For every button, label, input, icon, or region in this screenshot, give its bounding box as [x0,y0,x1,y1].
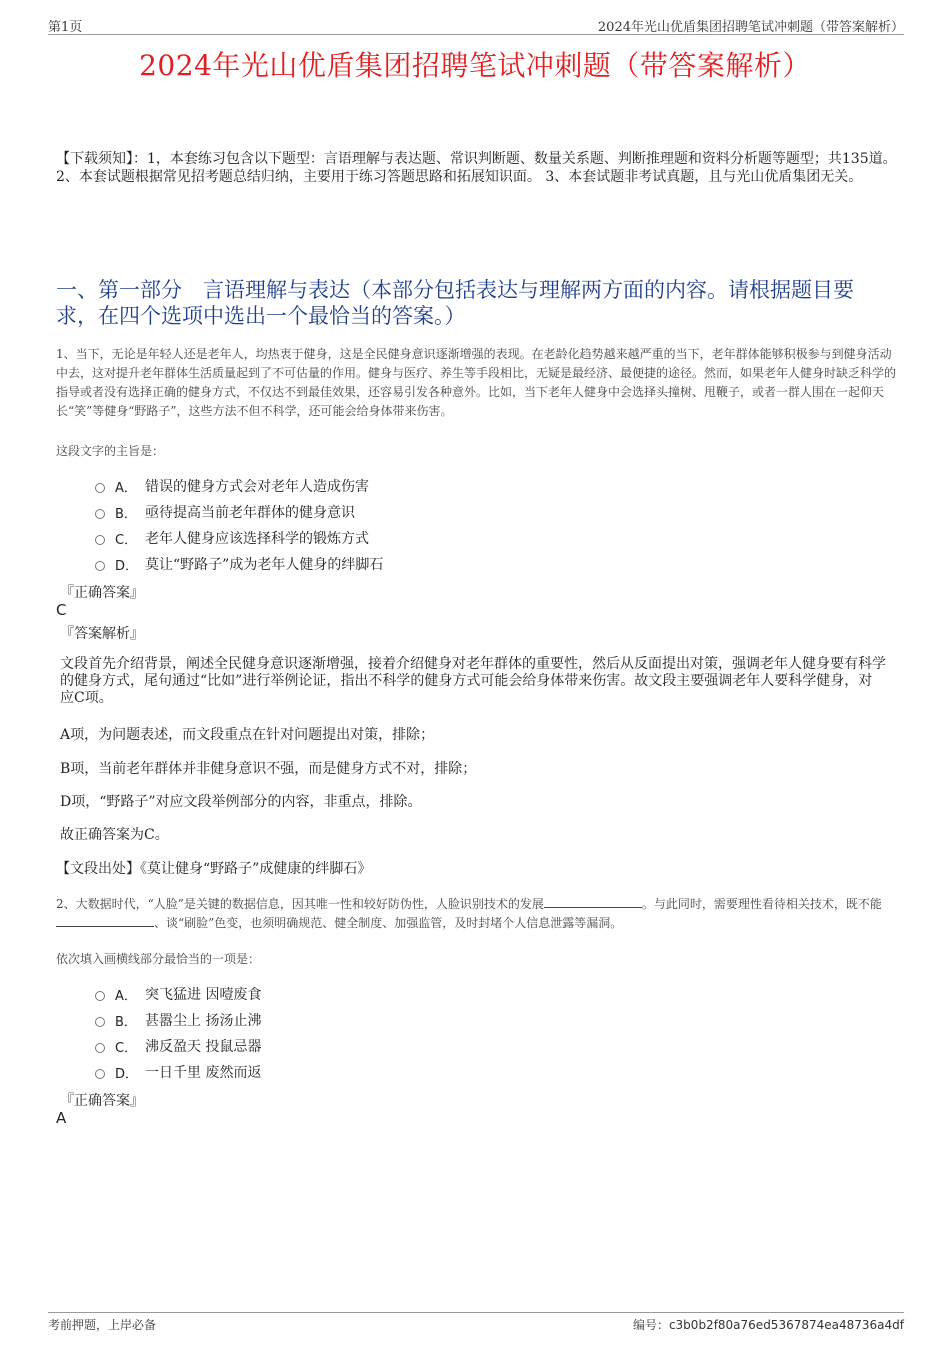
analysis-paragraph: 故正确答案为C。 [60,827,169,843]
radio-icon[interactable] [95,535,105,545]
question-2-text [56,895,898,933]
question-2-text-part: 2、大数据时代，“人脸”是关键的数据信息，因其唯一性和较好防伪性，人脸识别技术的发展 [56,897,544,911]
download-notice: 【下载须知】：1，本套练习包含以下题型：言语理解与表达题、常识判断题、数量关系题、判断推理题和资料分析题等题型；共135道。 2、本套试题根据常见招考题总结归纳，主要用于练习答题思路和拓展知识面。 3、本套试题非考试真题，且与光山优盾集团无关。 [56,151,897,185]
option-b[interactable] [95,499,383,525]
question-2-text-part: 、谈“刷脸”色变，也须明确规范、健全制度、加强监管，及时封堵个人信息泄露等漏洞。 [154,916,623,930]
option-letter: C． [115,1040,138,1056]
page-footer [48,1312,904,1333]
fill-blank [544,895,642,908]
page-number: 第1页 [48,20,83,35]
option-c[interactable] [95,1033,261,1059]
page-header [48,14,904,35]
code-value: c3b0b2f80a76ed5367874ea48736a4df [668,1318,904,1332]
option-text: 亟待提高当前老年群体的健身意识 [145,505,355,521]
analysis-label: 『答案解析』 [60,626,144,642]
radio-icon[interactable] [95,483,105,493]
question-1-prompt: 这段文字的主旨是： [56,444,165,458]
question-2-options [95,981,261,1085]
radio-icon[interactable] [95,561,105,571]
correct-answer: A [56,1109,67,1127]
radio-icon[interactable] [95,509,105,519]
question-2-prompt: 依次填入画横线部分最恰当的一项是： [56,952,261,966]
option-text: 老年人健身应该选择科学的锻炼方式 [145,531,369,547]
option-c[interactable] [95,525,383,551]
option-text: 沸反盈天 投鼠忌器 [145,1039,262,1055]
correct-answer-label: 『正确答案』 [60,1093,144,1109]
option-letter: A． [115,988,137,1004]
option-letter: D． [115,558,139,574]
document-code [633,1316,904,1333]
option-a[interactable] [95,473,383,499]
radio-icon[interactable] [95,1069,105,1079]
document-title: 2024年光山优盾集团招聘笔试冲刺题（带答案解析） [139,49,811,82]
option-text: 一日千里 废然而返 [145,1065,262,1081]
option-letter: D． [115,1066,139,1082]
option-a[interactable] [95,981,261,1007]
option-letter: B． [115,506,137,522]
radio-icon[interactable] [95,1043,105,1053]
section-heading: 一、第一部分 言语理解与表达（本部分包括表达与理解两方面的内容。请根据题目要求，在四个选项中选出一个最恰当的答案。） [56,278,854,328]
option-text: 错误的健身方式会对老年人造成伤害 [145,479,369,495]
analysis-paragraph: A项，为问题表述，而文段重点在针对问题提出对策，排除； [60,727,435,743]
correct-answer-label: 『正确答案』 [60,585,144,601]
option-text: 甚嚣尘上 扬汤止沸 [145,1013,262,1029]
question-1-text: 1、当下，无论是年轻人还是老年人，均热衷于健身，这是全民健身意识逐渐增强的表现。在老龄化趋势越来越严重的当下，老年群体能够积极参与到健身活动中去，这对提升老年群体生活质量起到了不可估量的作用。健身与医疗、养生等手段相比，无疑是最经济、最便捷的途径。然而，如果老年人健身时缺乏科学的指导或者没有选择正确的健身方式，不仅达不到最佳效果，还容易引发各种意外。比如，当下老年人健身中会选择头撞树、甩鞭子，或者一群人围在一起仰天长“笑”等健身“野路子”，这些方法不但不科学，还可能会给身体带来伤害。 [56,347,897,418]
option-text: 莫让“野路子”成为老年人健身的绊脚石 [145,557,384,573]
option-d[interactable] [95,1059,261,1085]
text-source: 【文段出处】《莫让健身“野路子”成健康的绊脚石》 [56,861,372,877]
radio-icon[interactable] [95,1017,105,1027]
analysis-paragraph: D项，“野路子”对应文段举例部分的内容，非重点，排除。 [60,794,422,810]
question-2-text-part: 。与此同时，需要理性看待相关技术，既不能 [641,897,882,911]
footer-slogan: 考前押题，上岸必备 [48,1318,157,1332]
radio-icon[interactable] [95,991,105,1001]
correct-answer: C [56,601,67,619]
analysis-paragraph: 文段首先介绍背景，阐述全民健身意识逐渐增强，接着介绍健身对老年群体的重要性，然后从反面提出对策，强调老年人健身要有科学的健身方式，尾句通过“比如”进行举例论证，指出不科学的健身方式可能会给身体带来伤害。故文段主要强调老年人要科学健身，对应C项。 [60,656,886,706]
option-d[interactable] [95,551,383,577]
analysis-paragraph: B项，当前老年群体并非健身意识不强，而是健身方式不对，排除； [60,761,477,777]
option-letter: B． [115,1014,137,1030]
fill-blank [56,914,154,927]
header-doc-title: 2024年光山优盾集团招聘笔试冲刺题（带答案解析） [597,20,904,35]
option-letter: A． [115,480,137,496]
question-1-options [95,473,383,577]
code-label: 编号： [632,1318,669,1332]
option-b[interactable] [95,1007,261,1033]
option-text: 突飞猛进 因噎废食 [145,987,262,1003]
option-letter: C． [115,532,138,548]
